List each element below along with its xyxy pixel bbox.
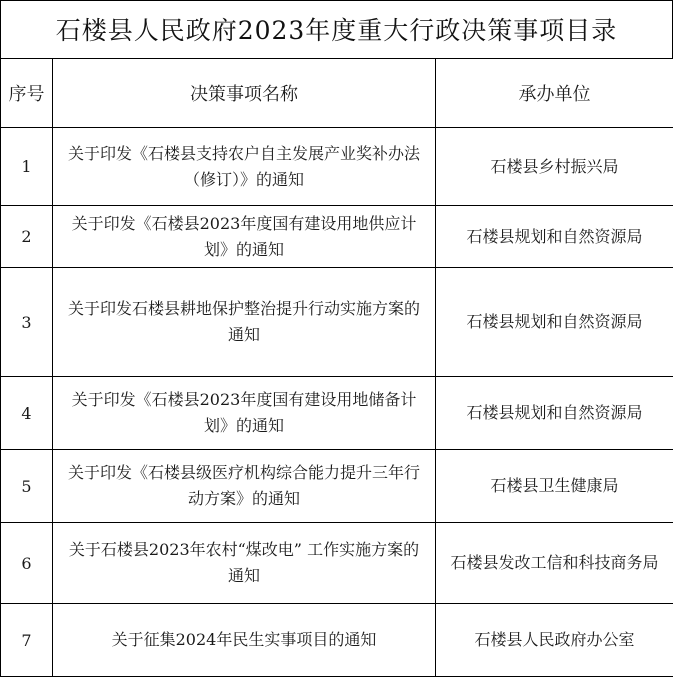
table-row (1, 128, 673, 206)
row-item: 关于印发《石楼县级医疗机构综合能力提升三年行动方案》的通知 (53, 450, 436, 523)
row-item: 关于石楼县2023年农村“煤改电” 工作实施方案的通知 (53, 523, 436, 604)
table-row (1, 450, 673, 523)
row-item: 关于印发《石楼县支持农户自主发展产业奖补办法（修订）》的通知 (53, 128, 436, 206)
row-item: 关于印发《石楼县2023年度国有建设用地供应计划》的通知 (53, 206, 436, 268)
row-unit: 石楼县卫生健康局 (436, 450, 673, 523)
decision-table (0, 58, 673, 677)
table-row (1, 604, 673, 677)
row-unit: 石楼县规划和自然资源局 (436, 268, 673, 377)
row-index: 4 (1, 377, 53, 450)
row-item: 关于印发石楼县耕地保护整治提升行动实施方案的通知 (53, 268, 436, 377)
row-index: 1 (1, 128, 53, 206)
header-unit: 承办单位 (436, 59, 673, 128)
row-unit: 石楼县规划和自然资源局 (436, 377, 673, 450)
row-index: 3 (1, 268, 53, 377)
row-index: 2 (1, 206, 53, 268)
row-unit: 石楼县人民政府办公室 (436, 604, 673, 677)
row-unit: 石楼县发改工信和科技商务局 (436, 523, 673, 604)
table-row (1, 377, 673, 450)
header-index: 序号 (1, 59, 53, 128)
row-index: 5 (1, 450, 53, 523)
table-row (1, 268, 673, 377)
document-title: 石楼县人民政府2023年度重大行政决策事项目录 (0, 0, 673, 58)
row-index: 7 (1, 604, 53, 677)
row-item: 关于印发《石楼县2023年度国有建设用地储备计划》的通知 (53, 377, 436, 450)
row-item: 关于征集2024年民生实事项目的通知 (53, 604, 436, 677)
row-unit: 石楼县乡村振兴局 (436, 128, 673, 206)
row-index: 6 (1, 523, 53, 604)
row-unit: 石楼县规划和自然资源局 (436, 206, 673, 268)
table-row (1, 206, 673, 268)
header-item: 决策事项名称 (53, 59, 436, 128)
table-header-row (1, 59, 673, 128)
table-row (1, 523, 673, 604)
